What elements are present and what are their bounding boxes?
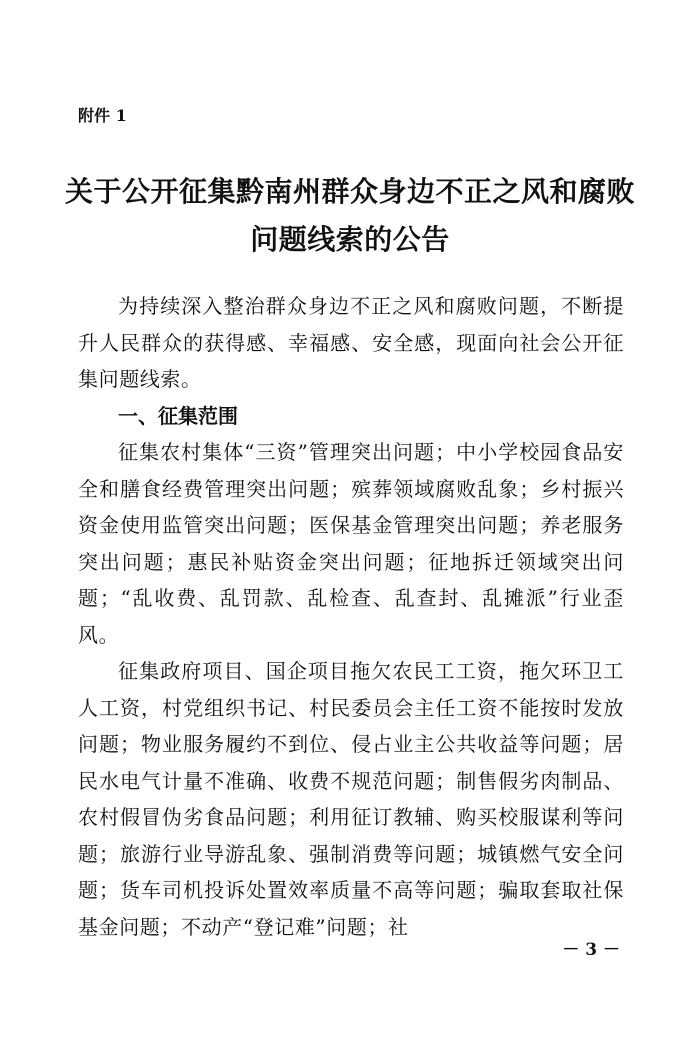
body-paragraph-1: 征集农村集体“三资”管理突出问题；中小学校园食品安全和膳食经费管理突出问题；殡葬领域腐败乱象；乡村振兴资金使用监管突出问题；医保基金管理突出问题；养老服务突出问题；惠民补贴资金突出问题；征地拆迁领域突出问题；“乱收费、乱罚款、乱检查、乱查封、乱摊派”行业歪风。	[78, 440, 624, 647]
section-heading: 一、征集范围	[118, 403, 238, 428]
document-body	[78, 288, 624, 945]
title-line-1: 关于公开征集黔南州群众身边不正之风和腐败	[64, 175, 635, 208]
document-title	[60, 168, 640, 264]
title-line-2: 问题线索的公告	[250, 223, 450, 256]
body-paragraph-2: 征集政府项目、国企项目拖欠农民工工资，拖欠环卫工人工资，村党组织书记、村民委员会主任工资不能按时发放问题；物业服务履约不到位、侵占业主公共收益等问题；居民水电气计量不准确、收费不规范问题；制售假劣肉制品、农村假冒伪劣食品问题；利用征订教辅、购买校服谋利等问题；旅游行业导游乱象、强制消费等问题；城镇燃气安全问题；货车司机投诉处置效率质量不高等问题；骗取套取社保基金问题；不动产“登记难”问题；社	[78, 659, 624, 939]
attachment-label: 附件 1	[78, 106, 127, 125]
page-number: － 3 －	[562, 940, 620, 960]
intro-paragraph: 为持续深入整治群众身边不正之风和腐败问题，不断提升人民群众的获得感、幸福感、安全感，现面向社会公开征集问题线索。	[78, 294, 624, 391]
